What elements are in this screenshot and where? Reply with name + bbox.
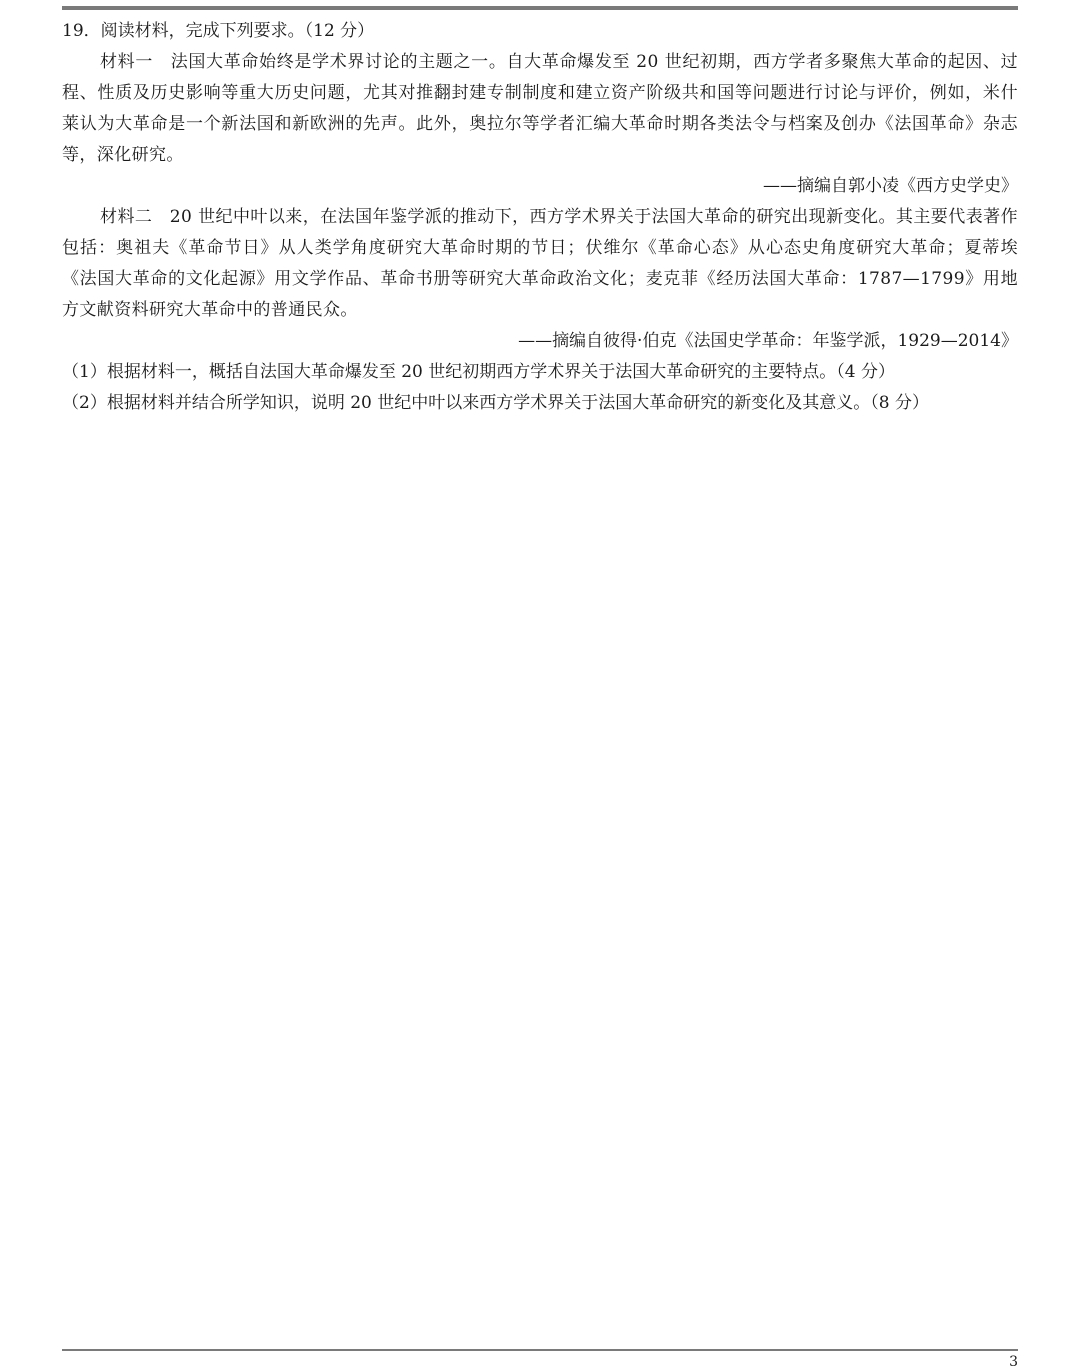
page-number: 3 <box>1009 1354 1018 1370</box>
material-2-source: ——摘编自彼得·伯克《法国史学革命：年鉴学派，1929—2014》 <box>518 331 1018 351</box>
question-title: 19．阅读材料，完成下列要求。（12 分） <box>62 21 375 41</box>
material-1-text: 材料一 法国大革命始终是学术界讨论的主题之一。自大革命爆发至 20 世纪初期，西方学者多聚焦大革命的起因、过程、性质及历史影响等重大历史问题，尤其对推翻封建专制制度和建立资产阶级共和国等问题进行讨论与评价，例如，米什莱认为大革命是一个新法国和新欧洲的先声。此外，奥拉尔等学者汇编大革命时期各类法令与档案及创办《法国革命》杂志等，深化研究。 <box>62 52 1018 165</box>
material-1-source: ——摘编自郭小凌《西方史学史》 <box>763 176 1018 196</box>
sub-question-2: （2）根据材料并结合所学知识，说明 20 世纪中叶以来西方学术界关于法国大革命研究的新变化及其意义。（8 分） <box>62 393 929 413</box>
material-2-text: 材料二 20 世纪中叶以来，在法国年鉴学派的推动下，西方学术界关于法国大革命的研究出现新变化。其主要代表著作包括：奥祖夫《革命节日》从人类学角度研究大革命时期的节日；伏维尔《革命心态》从心态史角度研究大革命；夏蒂埃《法国大革命的文化起源》用文学作品、革命书册等研究大革命政治文化；麦克菲《经历法国大革命：1787—1799》用地方文献资料研究大革命中的普通民众。 <box>62 207 1018 320</box>
question-block <box>62 16 1018 419</box>
bottom-rule <box>62 1349 1018 1351</box>
sub-question-1: （1）根据材料一，概括自法国大革命爆发至 20 世纪初期西方学术界关于法国大革命研究的主要特点。（4 分） <box>62 362 895 382</box>
top-rule <box>62 6 1018 10</box>
